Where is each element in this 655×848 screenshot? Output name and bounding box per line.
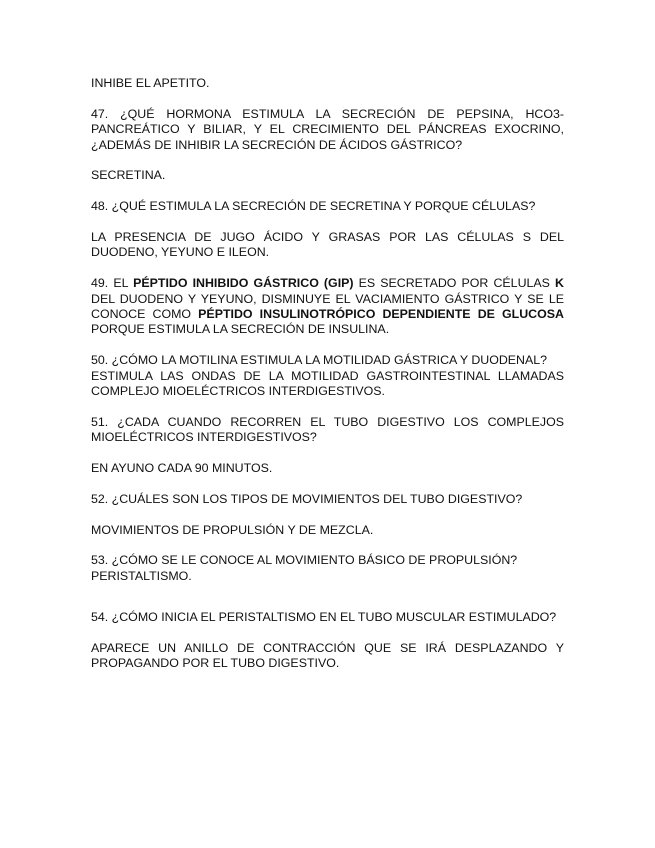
answer-51: EN AYUNO CADA 90 MINUTOS. bbox=[91, 461, 273, 476]
p49-text-3: DEL DUODENO Y YEYUNO, DISMINUYE EL VACIAMIENTO GÁSTRICO Y SE LE CONOCE COMO bbox=[91, 291, 564, 322]
k-cells-term: K bbox=[555, 276, 564, 291]
answer-53: PERISTALTISMO. bbox=[91, 568, 192, 583]
paragraph-49 bbox=[91, 276, 564, 338]
p49-text-1: 49. EL bbox=[91, 276, 134, 291]
answer-50: ESTIMULA LAS ONDAS DE LA MOTILIDAD GASTROINTESTINAL LLAMADAS COMPLEJO MIOELÉCTRICOS INTERDIGESTIVOS. bbox=[91, 368, 564, 399]
answer-54: APARECE UN ANILLO DE CONTRACCIÓN QUE SE IRÁ DESPLAZANDO Y PROPAGANDO POR EL TUBO DIGESTIVO. bbox=[91, 641, 564, 671]
answer-52: MOVIMIENTOS DE PROPULSIÓN Y DE MEZCLA. bbox=[91, 522, 374, 537]
p49-text-2: ES SECRETADO POR CÉLULAS bbox=[353, 276, 556, 291]
question-54: 54. ¿CÓMO INICIA EL PERISTALTISMO EN EL TUBO MUSCULAR ESTIMULADO? bbox=[91, 610, 557, 625]
answer-46-end: INHIBE EL APETITO. bbox=[91, 76, 210, 90]
question-51: 51. ¿CADA CUANDO RECORREN EL TUBO DIGESTIVO LOS COMPLEJOS MIOELÉCTRICOS INTERDIGESTIVOS? bbox=[91, 414, 564, 445]
insulinotropic-term: PÉPTIDO INSULINOTRÓPICO DEPENDIENTE DE GLUCOSA bbox=[198, 307, 564, 322]
question-53: 53. ¿CÓMO SE LE CONOCE AL MOVIMIENTO BÁSICO DE PROPULSIÓN? bbox=[91, 553, 518, 568]
question-47: 47. ¿QUÉ HORMONA ESTIMULA LA SECRECIÓN DE PEPSINA, HCO3- PANCREÁTICO Y BILIAR, Y EL CRECIMIENTO DEL PÁNCREAS EXOCRINO, ¿ADEMÁS DE INHIBIR LA SECRECIÓN DE ÁCIDOS GÁSTRICO? bbox=[91, 106, 564, 152]
question-52: 52. ¿CUÁLES SON LOS TIPOS DE MOVIMIENTOS DEL TUBO DIGESTIVO? bbox=[91, 491, 523, 506]
gip-term: PÉPTIDO INHIBIDO GÁSTRICO (GIP) bbox=[133, 276, 354, 291]
question-48: 48. ¿QUÉ ESTIMULA LA SECRECIÓN DE SECRETINA Y PORQUE CÉLULAS? bbox=[91, 199, 536, 214]
p49-text-4: PORQUE ESTIMULA LA SECRECIÓN DE INSULINA. bbox=[91, 322, 390, 337]
answer-48: LA PRESENCIA DE JUGO ÁCIDO Y GRASAS POR LAS CÉLULAS S DEL DUODENO, YEYUNO E ILEON. bbox=[91, 230, 564, 260]
document-page bbox=[91, 76, 564, 672]
answer-47: SECRETINA. bbox=[91, 168, 166, 183]
question-50: 50. ¿CÓMO LA MOTILINA ESTIMULA LA MOTILIDAD GÁSTRICA Y DUODENAL? bbox=[91, 353, 548, 368]
